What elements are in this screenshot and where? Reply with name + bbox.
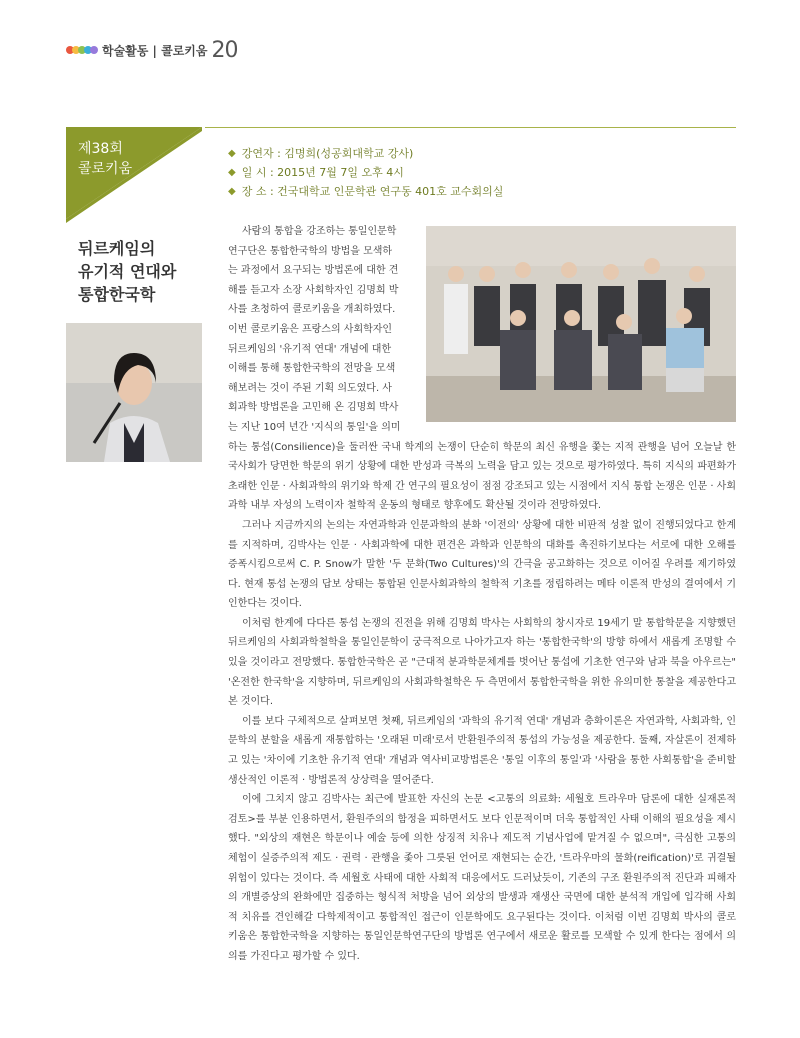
- page-number: 20: [211, 37, 238, 63]
- title-line: 통합한국학: [78, 285, 156, 304]
- article-body: [228, 222, 736, 967]
- speaker-photo: [66, 323, 202, 462]
- text-line: 회과학 방법론을 고민해 온 김명희 박사: [228, 402, 399, 414]
- diamond-icon: ◆: [228, 167, 236, 178]
- paragraph-4: 이를 보다 구체적으로 살펴보면 첫째, 뒤르케임의 '과학의 유기적 연대' 개념과 층화이론은 자연과학, 사회과학, 인문학의 분할을 새롭게 재통합하는 '오래된 미래'로서 반환원주의적 통섭의 가능성을 제공한다. 둘째, 자살론이 전제하고 있는 '차이에 기초한 유기적 연대' 개념과 역사비교방법론은 '통일 이후의 통일'과 '사람을 통한 사회통합'을 준비할 생산적인 이론적 · 방법론적 상상력을 열어준다.: [228, 715, 736, 786]
- intro-column: [228, 222, 418, 438]
- paragraph-1: 하는 통섭(Consilience)을 둘러싼 국내 학계의 논쟁이 단순히 학문의 최신 유행을 쫓는 지적 관행을 넘어 오늘날 한국사회가 당면한 학문의 위기 상황에 대한 반성과 극복의 노력을 담고 있는 것으로 평가하였다. 특히 지식의 파편화가 초래한 인문 · 사회과학의 위기와 학제 간 연구의 필요성이 점점 강조되고 있는 시점에서 지식 통합 논쟁은 인문 · 사회과학 내부 자성의 노력이자 철학적 운동의 형태로 향후에도 확산될 것이라 전망하였다.: [228, 441, 736, 512]
- text-line: 사를 초청하여 콜로키움을 개최하였다.: [228, 304, 396, 316]
- top-divider: [205, 127, 736, 128]
- text-line: 이해를 통해 통합한국학의 전망을 모색: [228, 363, 396, 375]
- paragraph-2: 그러나 지금까지의 논의는 자연과학과 인문과학의 분화 '이전의' 상황에 대한 비판적 성찰 없이 진행되었다고 한계를 지적하며, 김박사는 인문 · 사회과학에 대한 편견은 과학과 인문학의 대화를 촉진하기보다는 서로에 대한 오해를 증폭시킴으로써 C. P. Snow가 말한 '두 문화(Two Cultures)'의 간극을 공고화하는 것으로 이어질 우려를 제기하였다. 현재 통섭 논쟁의 답보 상태는 통합된 인문사회과학의 철학적 기초를 정립하려는 메타 이론적 반성의 결여에서 기인한다는 것이다.: [228, 519, 736, 610]
- text-line: 는 과정에서 요구되는 방법론에 대한 견: [228, 265, 399, 277]
- info-place: ◆ 장 소 : 건국대학교 인문학관 연구동 401호 교수회의실: [228, 182, 503, 201]
- edition-type: 콜로키움: [78, 161, 133, 177]
- diamond-icon: ◆: [228, 186, 236, 197]
- title-box: [66, 127, 202, 315]
- edition-label: [78, 139, 132, 179]
- text-line: 이번 콜로키움은 프랑스의 사회학자인: [228, 323, 393, 335]
- text-line: 사람의 통합을 강조하는 통일인문학: [242, 226, 397, 237]
- text-line: 뒤르케임의 '유기적 연대' 개념에 대한: [228, 343, 392, 355]
- logo-dots-icon: [66, 46, 96, 54]
- page-header: [66, 36, 237, 64]
- colloquium-title: [78, 237, 176, 306]
- paragraph-3: 이처럼 한계에 다다른 통섭 논쟁의 진전을 위해 김명희 박사는 사회학의 창시자로 19세기 말 통합학문을 지향했던 뒤르케임의 사회과학철학을 통일인문학이 궁극적으로 나아가고자 하는 '통합한국학'의 방향 하에서 새롭게 조명할 수 있을 것이라고 전망했다. 통합한국학은 곧 "근대적 분과학문체계를 벗어난 통섭에 기초한 연구와 남과 북을 아우르는" '온전한 한국학'을 지향하며, 뒤르케임의 사회과학철학은 두 측면에서 통합한국학을 위한 유의미한 통찰을 제공한다고 본 것이다.: [228, 617, 736, 708]
- text-line: 해를 듣고자 소장 사회학자인 김명희 박: [228, 284, 399, 296]
- text-line: 연구단은 통합한국학의 방법을 모색하: [228, 245, 393, 257]
- info-speaker: ◆ 강연자 : 김명희(성공회대학교 강사): [228, 144, 503, 163]
- section-label: 학술활동 | 콜로키움: [102, 43, 208, 58]
- event-info: [228, 144, 503, 201]
- paragraph-5: 이에 그치지 않고 김박사는 최근에 발표한 자신의 논문 <고통의 의료화: 세월호 트라우마 담론에 대한 실재론적 검토>를 부분 인용하면서, 환원주의의 함정을 피하면서도 보다 인문적이며 더욱 통합적인 사태 이해의 필요성을 제시했다. "외상의 재현은 학문이나 예술 등에 의한 상징적 치유나 제도적 기념사업에 맡겨질 수 없으며", 극심한 고통의 체험이 실증주의적 제도 · 권력 · 관행을 좇아 그릇된 언어로 재현되는 순간, '트라우마의 물화(reification)'로 귀결될 위험이 있다는 것이다. 즉 세월호 사태에 대한 사회적 대응에서도 드러났듯이, 기존의 구조 환원주의적 진단과 피해자의 개별증상의 완화에만 집중하는 형식적 처방을 넘어 외상의 발생과 재생산 국면에 대한 분석적 개입에 입각해 사회적 치유를 견인해갈 다학제적이고 통합적인 접근이 인문학에도 요구된다는 것이다. 이처럼 이번 김명희 박사의 콜로키움은 통합한국학을 지향하는 통일인문학연구단의 방법론 연구에서 새로운 활로를 모색할 수 있게 한다는 점에서 의의를 가진다고 평가할 수 있다.: [228, 794, 736, 962]
- title-line: 유기적 연대와: [78, 262, 177, 281]
- title-line: 뒤르케임의: [78, 239, 156, 258]
- info-date: ◆ 일 시 : 2015년 7월 7일 오후 4시: [228, 163, 503, 182]
- diamond-icon: ◆: [228, 148, 236, 159]
- text-line: 해보려는 것이 주된 기획 의도였다. 사: [228, 382, 392, 394]
- edition-number: 제38회: [78, 141, 123, 157]
- text-line: 는 지난 10여 년간 '지식의 통일'을 의미: [228, 421, 401, 433]
